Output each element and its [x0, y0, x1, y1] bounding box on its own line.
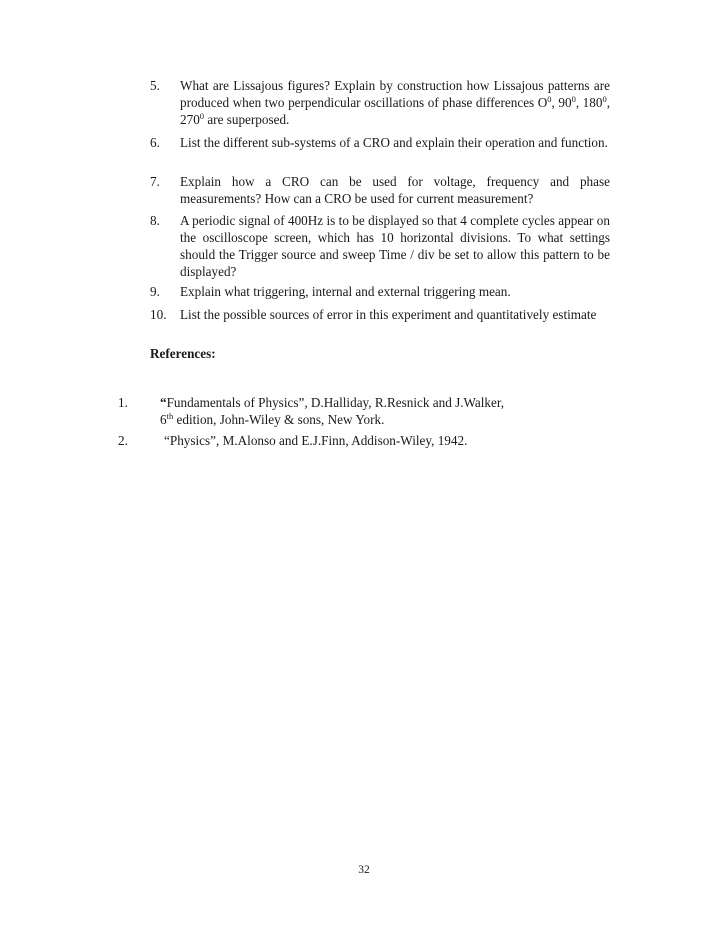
question-text: List the different sub-systems of a CRO and explain their operation and function. [180, 135, 608, 150]
reference-text: “Fundamentals of Physics”, D.Halliday, R.Resnick and J.Walker, 6th edition, John-Wiley & sons, New York. [160, 395, 505, 427]
page-number: 32 [358, 864, 370, 876]
question-9 [150, 283, 610, 300]
question-number: 8. [150, 213, 160, 228]
question-number: 5. [150, 78, 160, 93]
question-text: What are Lissajous figures? Explain by construction how Lissajous patterns are produced when two perpendicular oscillations of phase differences $O^0$, $90^0$, $180^0$, $270^0$ are superposed. [180, 78, 611, 127]
reference-1 [118, 394, 538, 428]
question-text: Explain what triggering, internal and external triggering mean. [180, 284, 511, 299]
question-text: List the possible sources of error in this experiment and quantitatively estimate [180, 307, 597, 322]
references-heading: References: [150, 346, 216, 361]
question-text: A periodic signal of 400Hz is to be displayed so that 4 complete cycles appear on the oscilloscope screen, which has 10 horizontal divisions. To what settings should the Trigger source and sweep Time / div be set to allow this pattern to be displayed? [180, 213, 610, 279]
question-10 [150, 306, 610, 323]
question-number: 10. [150, 307, 167, 322]
question-8 [150, 212, 610, 280]
reference-text: “Physics”, M.Alonso and E.J.Finn, Addison-Wiley, 1942. [164, 433, 468, 448]
question-5 [150, 77, 610, 128]
question-number: 6. [150, 135, 160, 150]
question-7 [150, 173, 610, 207]
question-number: 7. [150, 174, 160, 189]
question-6 [150, 134, 610, 151]
question-number: 9. [150, 284, 160, 299]
reference-number: 1. [118, 395, 128, 410]
reference-2 [118, 432, 538, 449]
question-text: Explain how a CRO can be used for voltage, frequency and phase measurements? How can a CRO be used for current measurement? [180, 174, 610, 206]
reference-number: 2. [118, 433, 128, 448]
